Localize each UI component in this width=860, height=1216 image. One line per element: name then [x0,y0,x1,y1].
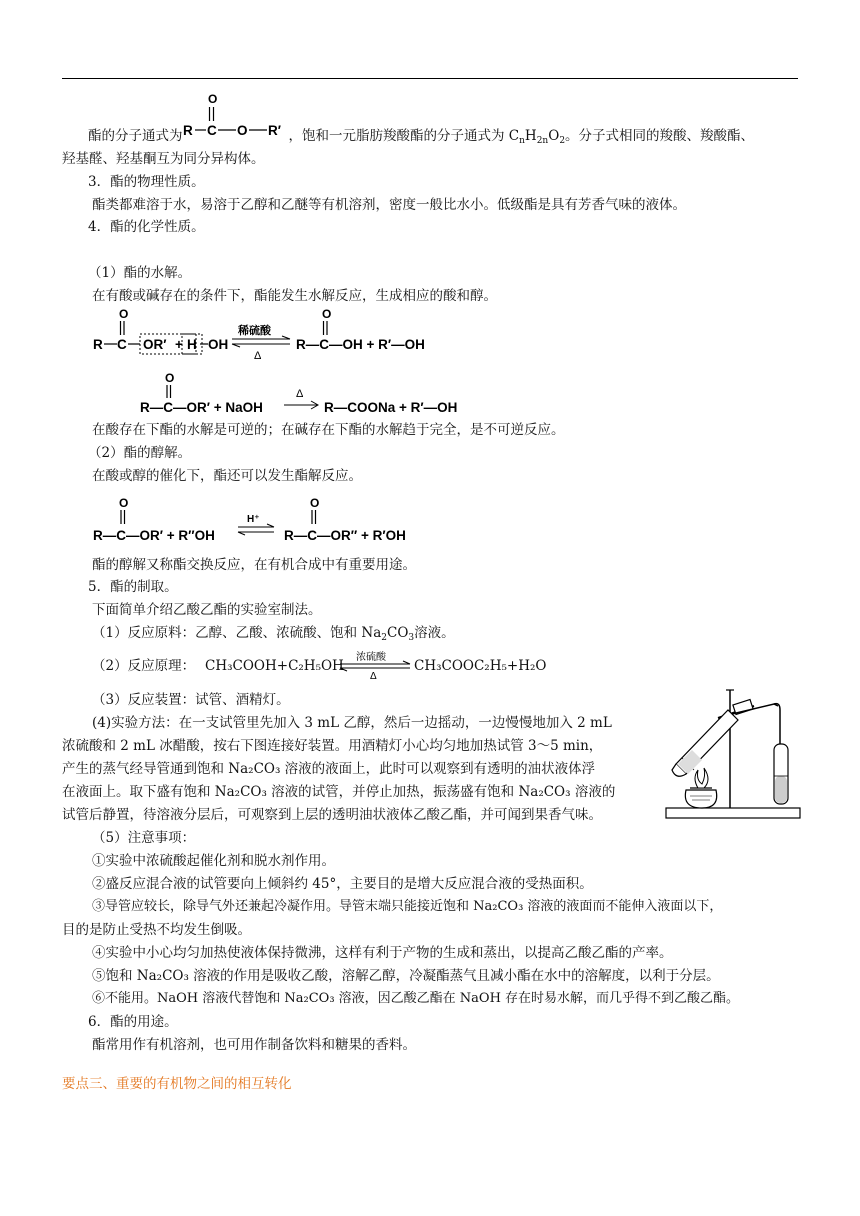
sub-n: n [519,136,525,146]
section5-intro: 下面简单介绍乙酸乙酯的实验室制法。 [92,602,322,618]
sub-2n: 2n [536,136,549,146]
section6-heading: 6．酯的用途。 [88,1014,178,1030]
formula-suffix-b: 。分子式相同的羧酸、羧酸酯、 [565,128,755,144]
method-line-1: (4)实验方法：在一支试管里先加入 3 mL 乙醇，然后一边摇动，一边慢慢地加入 2 mL [92,715,612,731]
method-line-4: 在液面上。取下盛有饱和 Na₂CO₃ 溶液的试管，并停止加热，振荡盛有饱和 Na₂CO₃ 溶液的 [62,784,616,800]
section3-body: 酯类都难溶于水，易溶于乙醇和乙醚等有机溶剂，密度一般比水小。低级酯是具有芳香气味的液体。 [92,197,686,213]
materials-text-c: 溶液。 [414,625,455,641]
note-2: ②盛反应混合液的试管要向上倾斜约 45°，主要目的是增大反应混合液的受热面积。 [92,876,593,892]
section3-heading: 3．酯的物理性质。 [88,174,205,190]
eq3-products: R—C—OR″ + R′OH [284,528,406,543]
eq1-h: H [187,337,197,352]
eq3-catalyst: H⁺ [247,514,260,525]
eq2-products: R—COONa + R′—OH [324,400,458,415]
formula-prefix: 酯的分子通式为 [88,128,183,144]
hydrolysis-body: 在有酸或碱存在的条件下，酯能发生水解反应，生成相应的酸和醇。 [92,288,497,304]
principle-products: CH₃COOC₂H₅+H₂O [414,658,547,674]
principle-reactants: CH₃COOH+C₂H₅OH [205,658,344,674]
method-line-5: 试管后静置，待溶液分层后，可观察到上层的透明油状液体乙酸乙酯，并可闻到果香气味。 [62,807,602,823]
alcoholysis-body: 在酸或醇的催化下，酯还可以发生酯解反应。 [92,468,362,484]
carbonyl-o-label: O [207,92,217,106]
eq2-reactants: R—C—OR′ + NaOH [140,400,263,415]
eq3-o-top-right: O [310,496,320,510]
eq1-o-top-right: O [322,307,332,321]
ester-apparatus-illustration [662,684,804,824]
apparatus-line: （3）反应装置：试管、酒精灯。 [92,692,290,708]
acid-hydrolysis-equation [90,306,450,364]
p1-line2: 羟基醛、羟基酮互为同分异构体。 [62,151,265,167]
note-3: ③导管应较长，除导气外还兼起冷凝作用。导管末端只能接近饱和 Na₂CO₃ 溶液的液面而不能伸入液面以下， [92,899,723,914]
principle-heat: Δ [370,671,377,682]
hydrolysis-note: 在酸存在下酯的水解是可逆的；在碱存在下酯的水解趋于完全，是不可逆反应。 [92,422,565,438]
method-line-2: 浓硫酸和 2 mL 冰醋酸，按右下图连接好装置。用酒精灯小心均匀地加热试管 3～5 min， [62,738,603,754]
note-5: ⑤饱和 Na₂CO₃ 溶液的作用是吸收乙酸，溶解乙醇，冷凝酯蒸气且减小酯在水中的溶解度，以利于分层。 [92,968,720,984]
eq1-r: R [93,337,103,352]
r-label: R [182,123,193,138]
ester-formula-svg [183,90,289,138]
eq2-o-top: O [165,371,175,385]
eq1-heat: Δ [254,350,262,362]
header-rule [62,78,798,79]
formula-h: H [524,128,537,144]
principle-catalyst: 浓硫酸 [356,652,386,663]
section4-heading: 4．酯的化学性质。 [88,219,205,235]
eq3-reactants: R—C—OR′ + R″OH [93,528,215,543]
o-label: O [236,123,248,138]
materials-text-a: （1）反应原料：乙醇、乙酸、浓硫酸、饱和 Na [92,625,382,641]
notes-heading: （5）注意事项： [92,830,196,846]
base-hydrolysis-equation [138,370,478,420]
eq1-oh: OH [208,337,229,352]
materials-sub-2: 2 [381,633,387,643]
principle-label: （2）反应原理： [92,658,196,674]
alcoholysis-heading: （2）酯的醇解。 [88,445,192,461]
eq1-plus: + [175,337,183,352]
eq1-products: R—C—OH + R′—OH [296,337,425,352]
principle-arrow [338,648,414,682]
section5-heading: 5．酯的制取。 [88,579,178,595]
eq1-catalyst: 稀硫酸 [238,325,271,337]
method-line-3: 产生的蒸气经导管通到饱和 Na₂CO₃ 溶液的液面上，此时可以观察到有透明的油状液体浮 [62,761,596,777]
eq1-c: C [117,337,127,352]
r-prime-label: R′ [267,123,281,138]
eq1-o-top-left: O [119,307,129,321]
alcoholysis-note: 酯的醇解又称酯交换反应，在有机合成中有重要用途。 [92,557,416,573]
transesterification-equation [90,494,430,546]
note-1: ①实验中浓硫酸起催化剂和脱水剂作用。 [92,853,335,869]
eq1-or-prime: OR′ [143,337,167,352]
eq2-heat: Δ [296,388,304,400]
materials-text-b: CO [386,625,409,641]
ester-general-formula [182,92,289,140]
note-4: ④实验中小心均匀加热使液体保持微沸，这样有利于产物的生成和蒸出，以提高乙酸乙酯的产率。 [92,945,673,961]
note-6: ⑥不能用。NaOH 溶液代替饱和 Na₂CO₃ 溶液，因乙酸乙酯在 NaOH 存在时易水解，而几乎得不到乙酸乙酯。 [92,991,740,1006]
c-label: C [206,123,217,138]
formula-suffix-a: ，饱和一元脂肪羧酸酯的分子通式为 C [288,128,520,144]
hydrolysis-heading: （1）酯的水解。 [88,265,192,281]
sub-2: 2 [559,136,566,146]
materials-line [92,624,455,642]
note-3-continued: 目的是防止受热不均发生倒吸。 [62,922,251,938]
formula-o: O [548,128,560,144]
materials-sub-3: 3 [408,633,415,643]
section-key-point-3-title: 要点三、重要的有机物之间的相互转化 [62,1076,292,1092]
section6-body: 酯常用作有机溶剂，也可用作制备饮料和糖果的香料。 [92,1037,416,1053]
ester-formula-line [88,92,755,146]
eq3-o-top-left: O [119,496,129,510]
